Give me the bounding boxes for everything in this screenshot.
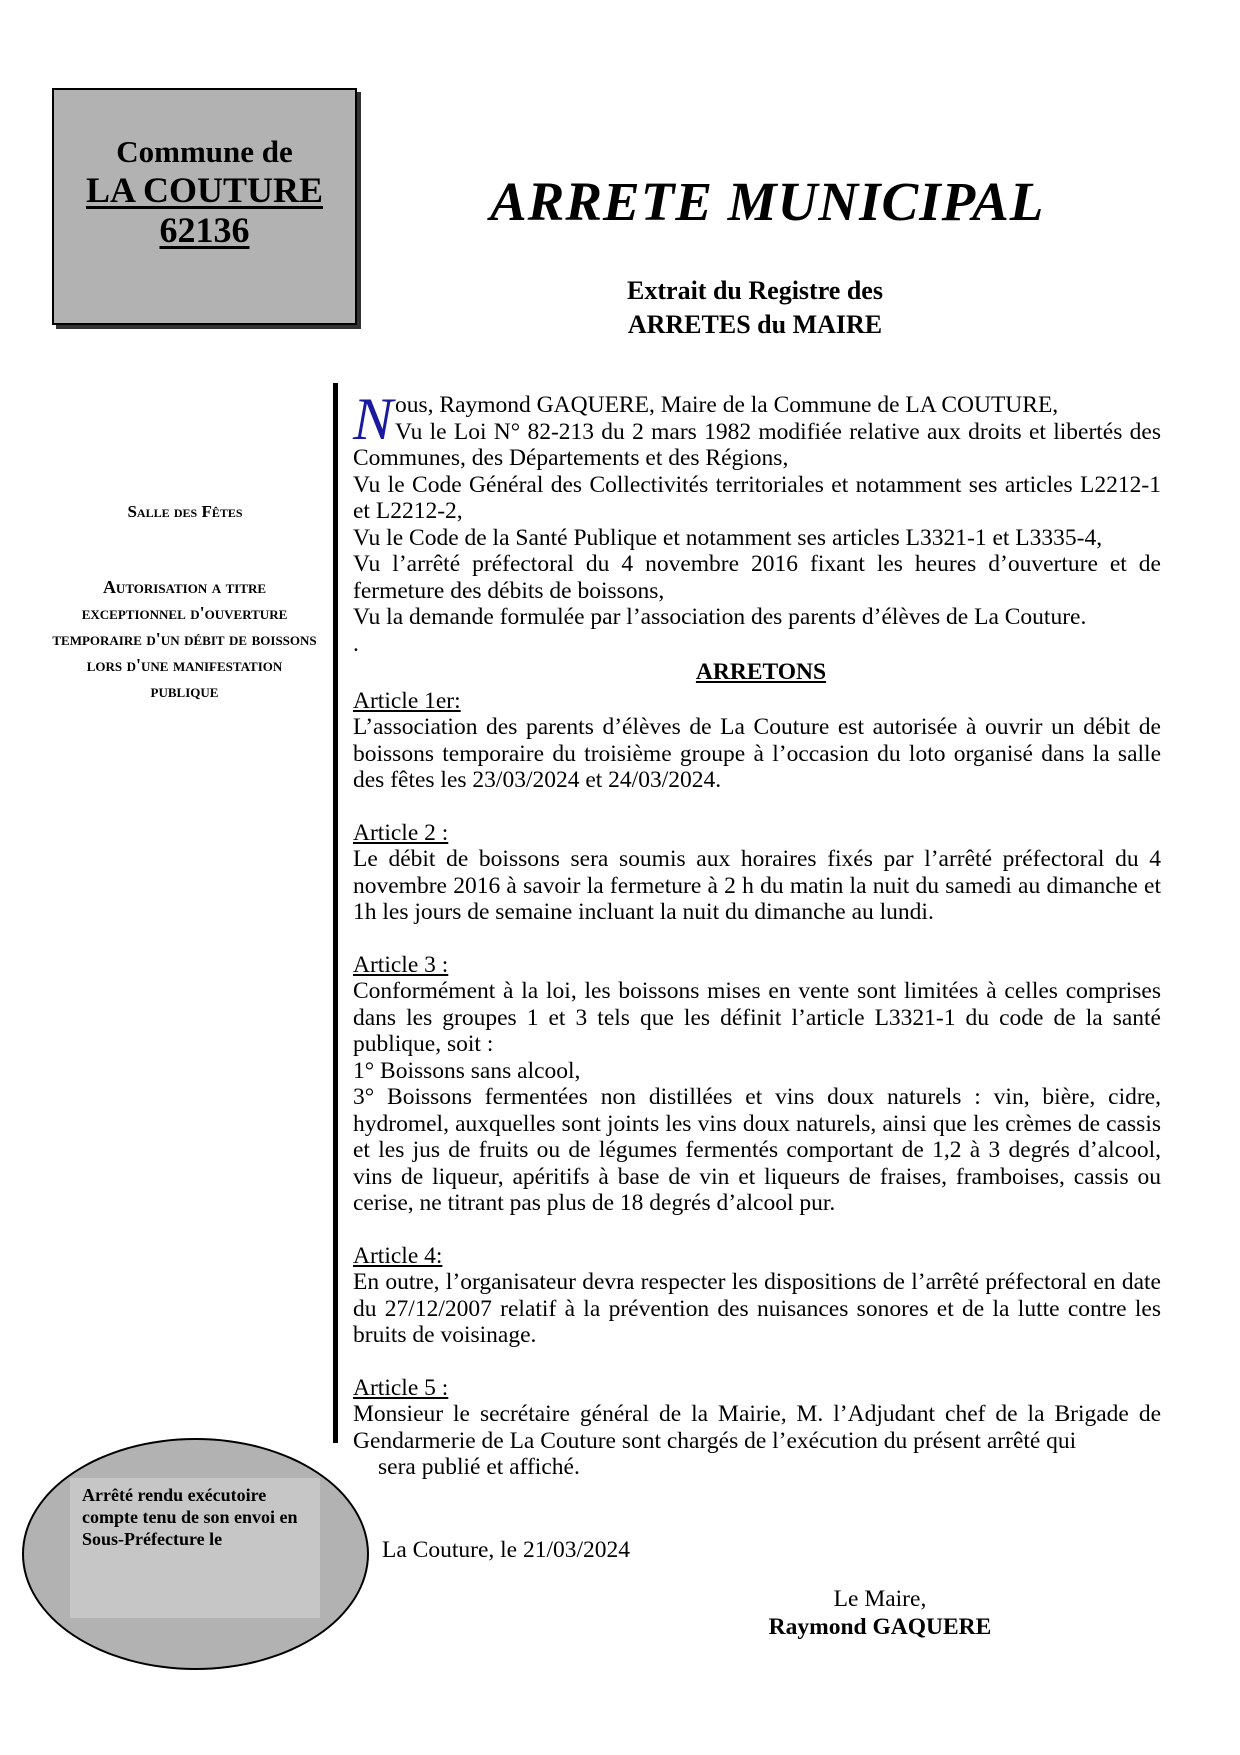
article-5-text: Monsieur le secrétaire général de la Mairie, M. l’Adjudant chef de la Brigade de Gendarmerie de La Couture sont chargés de l’exécution du présent arrêté qui [353,1401,1161,1454]
vu-clause-4: Vu l’arrêté préfectoral du 4 novembre 2016 fixant les heures d’ouverture et de fermeture des débits de boissons, [353,551,1161,604]
signature-block [730,1585,1030,1641]
commune-label: Commune de [116,134,293,169]
place-and-date: La Couture, le 21/03/2024 [382,1537,631,1563]
article-3-title: Article 3 : [353,951,449,978]
subject-description: Autorisation a titre exceptionnel d'ouverture temporaire d'un débit de boissons lors d'une manifestation publique [52,577,317,701]
article-3-item-3: 3° Boissons fermentées non distillées et vins doux naturels : vin, bière, cidre, hydromel, auxquelles sont joints les vins doux naturels, ainsi que les crèmes de cassis et les jus de fruits ou de légumes fermentés comportant de 1,2 à 3 degrés d’alcool, vins de liqueur, apéritifs à base de vin et liqueurs de fraises, framboises, cassis ou cerise, ne titrant pas plus de 18 degrés d’alcool pur. [353,1084,1161,1216]
commune-postal-code: 62136 [159,210,250,250]
vu-clause-5: Vu la demande formulée par l’association des parents d’élèves de La Couture. [353,604,1087,630]
signature-name: Raymond GAQUERE [768,1614,992,1640]
register-line-2: ARRETES du MAIRE [627,310,883,339]
register-extract [590,274,920,342]
drop-cap: N [353,386,394,452]
article-1-text: L’association des parents d’élèves de La Couture est autorisée à ouvrir un débit de boissons temporaire du troisième groupe à l’occasion du loto organisé dans la salle des fêtes les 23/03/2024 et 24/03/2024. [353,714,1161,793]
arretons-heading: ARRETONS [695,659,827,685]
article-3-item-1: 1° Boissons sans alcool, [353,1057,581,1084]
article-2-title: Article 2 : [353,819,449,846]
article-1-title: Article 1er: [353,687,461,714]
commune-box [52,88,357,325]
article-5-text-end: sera publié et affiché. [378,1454,580,1480]
signature-title: Le Maire, [833,1586,927,1612]
vu-clause-3: Vu le Code de la Santé Publique et notamment ses articles L3321-1 et L3335-4, [353,524,1103,551]
vu-clause-2: Vu le Code Général des Collectivités territoriales et notamment ses articles L2212-1 et L2212-2, [353,471,1161,524]
vertical-divider [333,383,338,1443]
commune-name: LA COUTURE [85,170,324,210]
subject-title: Salle des Fêtes [127,502,243,521]
executory-stamp-text: Arrêté rendu exécutoire compte tenu de son envoi en Sous-Préfecture le [82,1485,298,1549]
article-4-text: En outre, l’organisateur devra respecter les dispositions de l’arrêté préfectoral en date du 27/12/2007 relatif à la prévention des nuisances sonores et de la lutte contre les bruits de voisinage. [353,1269,1161,1348]
preamble-line-1: ous, Raymond GAQUERE, Maire de la Commune de LA COUTURE, [395,392,1059,418]
register-line-1: Extrait du Registre des [627,276,883,305]
article-4-title: Article 4: [353,1242,443,1269]
article-3-text: Conformément à la loi, les boissons mises en vente sont limitées à celles comprises dans les groupes 1 et 3 tels que les définit l’article L3321-1 du code de la santé publique, soit : [353,978,1161,1057]
article-5-title: Article 5 : [353,1374,449,1401]
preamble-dot: . [353,630,359,657]
document-body [353,386,1161,1481]
article-2-text: Le débit de boissons sera soumis aux horaires fixés par l’arrêté préfectoral du 4 novembre 2016 à savoir la fermeture à 2 h du matin la nuit du samedi au dimanche et 1h les jours de semaine incluant la nuit du dimanche au lundi. [353,846,1161,925]
document-title: ARRETE MUNICIPAL [490,171,1045,232]
vu-clause-1: Vu le Loi N° 82-213 du 2 mars 1982 modifiée relative aux droits et libertés des Communes, des Départements et des Régions, [353,418,1161,471]
